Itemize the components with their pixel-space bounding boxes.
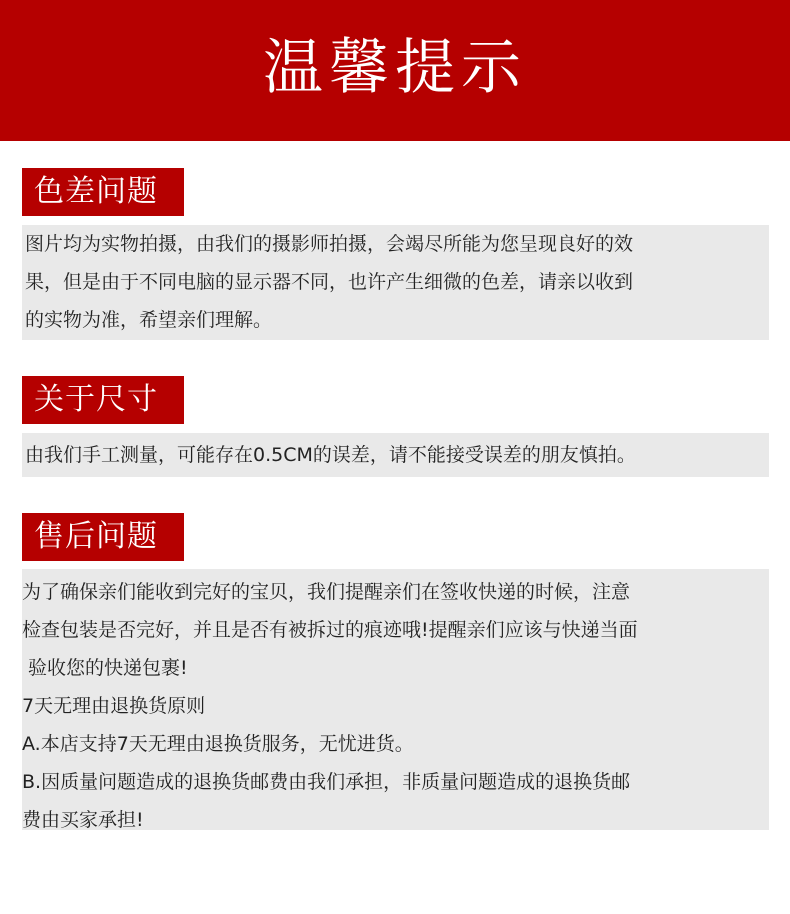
text-line: 图片均为实物拍摄，由我们的摄影师拍摄，会竭尽所能为您呈现良好的效 <box>25 233 634 255</box>
text-line: 由我们手工测量，可能存在0.5CM的误差，请不能接受误差的朋友慎拍。 <box>25 444 636 466</box>
text-line: 7天无理由退换货原则 <box>22 695 206 717</box>
section-body-after-sales <box>22 569 769 830</box>
text-line: 果，但是由于不同电脑的显示器不同，也许产生细微的色差，请亲以收到 <box>25 271 634 293</box>
section-heading-color-difference: 色差问题 <box>22 168 184 216</box>
section-body-size <box>22 433 769 477</box>
text-line: 费由买家承担! <box>22 809 144 831</box>
text-line: 检查包装是否完好，并且是否有被拆过的痕迹哦!提醒亲们应该与快递当面 <box>22 619 638 641</box>
text-line: 为了确保亲们能收到完好的宝贝，我们提醒亲们在签收快递的时候，注意 <box>22 581 631 603</box>
section-body-color-difference <box>22 225 769 340</box>
text-line: A.本店支持7天无理由退换货服务，无忧进货。 <box>22 733 414 755</box>
section-heading-after-sales: 售后问题 <box>22 513 184 561</box>
header-banner <box>0 0 790 141</box>
text-line: 验收您的快递包裹! <box>28 657 188 679</box>
page-title: 温馨提示 <box>263 32 527 103</box>
text-line: 的实物为准，希望亲们理解。 <box>25 309 273 331</box>
section-heading-size: 关于尺寸 <box>22 376 184 424</box>
text-line: B.因质量问题造成的退换货邮费由我们承担，非质量问题造成的退换货邮 <box>22 771 631 793</box>
